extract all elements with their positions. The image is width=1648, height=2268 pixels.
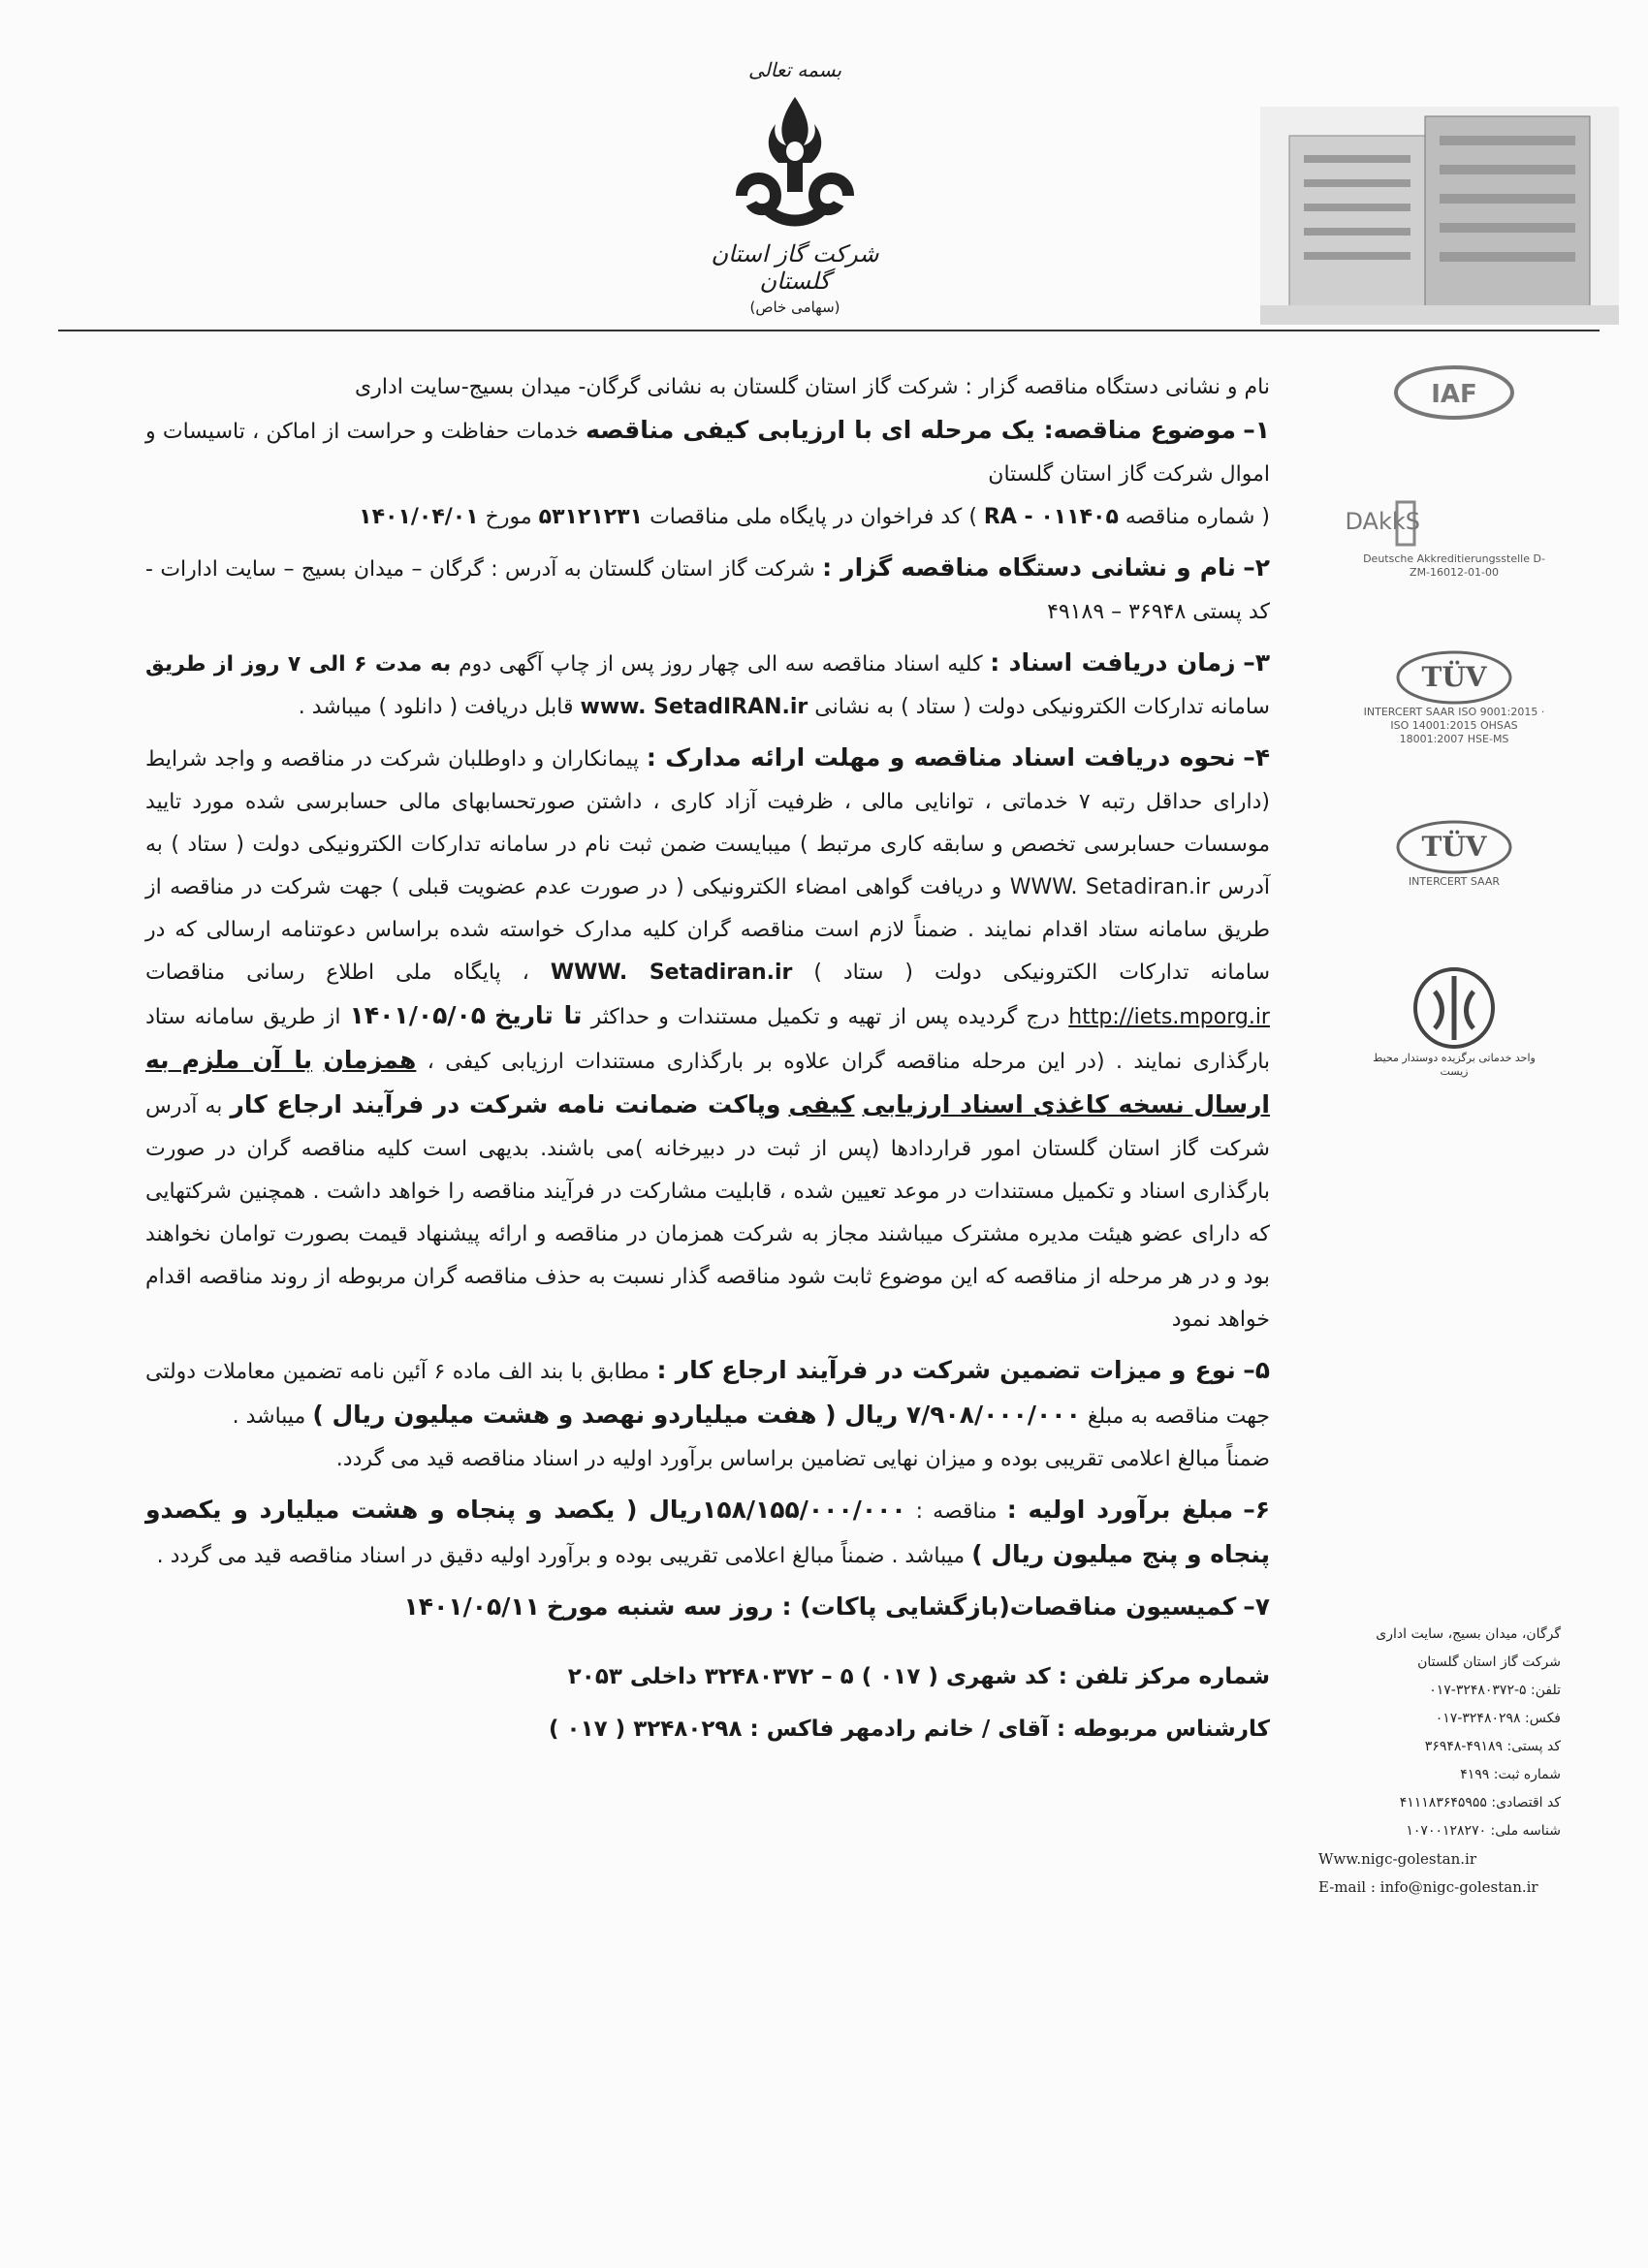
section-5-title: نوع و میزات تضمین شرکت در فرآیند ارجاع کار : (656, 1356, 1236, 1384)
contact-address-1: گرگان، میدان بسیج، سایت اداری (1376, 1626, 1561, 1642)
section-4-text-7: وپاکت ضمانت نامه شرکت در فرآیند ارجاع کار (230, 1090, 781, 1118)
section-4-text-8: به آدرس شرکت گاز استان گلستان امور قراردادها (پس از ثبت در دبیرخانه )می باشند. بدیهی است کلیه مناقصه گران در صورت بارگذاری اسناد و تکمیل مستندات در موعد تعیین شده ، قابلیت مشارکت در فرآیند مناقصه را خواهد داشت . همچنین شرکتهایی که دارای عضو هیئت مدیره مشترک میباشند مجاز به شرکت همزمان در مناقصه و ارائه پیشنهاد قیمت بصورت توامان نخواهند بود و در هر مرحله از مناقصه که این موضوع ثابت شود مناقصه گذار نسبت به حذف مناقصه گران مربوطه از روند مناقصه اقدام خواهد نمود (145, 1094, 1270, 1332)
environment-caption: واحد خدماتی برگزیده دوستدار محیط زیست (1373, 1052, 1536, 1078)
iaf-logo-icon (1391, 363, 1517, 422)
opening-date: ۱۴۰۱/۰۵/۱۱ (403, 1592, 540, 1621)
section-5-number: ۵– (1243, 1356, 1270, 1384)
setadiran-link-1[interactable]: WWW. Setadiran.ir (1009, 875, 1211, 899)
contact-postal: کد پستی: ۴۹۱۸۹-۳۶۹۴۸ (1424, 1739, 1561, 1754)
section-1-number: ۱– (1243, 416, 1270, 444)
section-6-number: ۶– (1243, 1496, 1270, 1524)
company-name: شرکت گاز استان گلستان (711, 240, 879, 295)
office-building-photo (1260, 107, 1619, 325)
iets-link[interactable]: http://iets.mporg.ir (1068, 1005, 1270, 1029)
contact-fax: فکس: ۳۲۴۸۰۲۹۸-۰۱۷ (1435, 1711, 1561, 1726)
contact-website[interactable]: Www.nigc-golestan.ir (1318, 1850, 1476, 1868)
section-4-text-2: و دریافت گواهی امضاء الکترونیکی ( در صورت عدم عضویت قبلی ) جهت شرکت در مناقصه از طریق سامانه ستاد اقدام نمایند . ضمناً لازم است مناقصه گران کلیه مدارک خواسته شده براساس دعوتنامه ارسالی که در سامانه تدارکات الکترونیکی دولت ( ستاد ) (145, 875, 1271, 985)
section-4-number: ۴– (1243, 743, 1271, 772)
section-3-text-d: قابل دریافت ( دانلود ) میباشد . (298, 695, 574, 719)
tuv-caption-2: INTERCERT SAAR (1408, 875, 1501, 888)
contact-national-id: شناسه ملی: ۱۰۷۰۰۱۲۸۲۷۰ (1406, 1823, 1561, 1839)
section-1-ref-label: ( شماره مناقصه (1125, 505, 1270, 529)
section-1 (145, 409, 1270, 496)
section-5-text-2: میباشد . (232, 1404, 306, 1429)
guarantee-amount: ۷/۹۰۸/۰۰۰/۰۰۰ ریال ( هفت میلیاردو نهصد و هشت میلیون ریال ) (312, 1401, 1081, 1429)
phone-line: شماره مرکز تلفن : کد شهری ( ۰۱۷ ) ۵ – ۳۲۴۸۰۳۷۲ داخلی ۲۰۵۳ (567, 1664, 1270, 1689)
section-4 (145, 737, 1270, 1341)
section-4-text-4: درج گردیده پس از تهیه و تکمیل مستندات و حداکثر (590, 1005, 1061, 1029)
section-3-text-a: کلیه اسناد مناقصه سه الی چهار روز پس از چاپ آگهی دوم (459, 652, 983, 677)
section-4-text-6: با آن ملزم به ارسال نسخه کاغذی اسناد ارزیابی (145, 1046, 1270, 1118)
setadiran-link-2[interactable]: WWW. Setadiran.ir (550, 961, 793, 985)
call-code: ۵۳۱۲۱۲۳۱ (538, 505, 644, 529)
tuv-cert-1 (1357, 649, 1551, 746)
section-1-text: خدمات حفاظت و حراست از اماکن ، تاسیسات و اموال شرکت گاز استان گلستان (145, 420, 1270, 487)
company-logo (698, 58, 892, 330)
section-5 (145, 1349, 1270, 1438)
section-4-text-3: ، پایگاه ملی اطلاع رسانی مناقصات (145, 961, 529, 985)
simultaneous-label: همزمان (323, 1046, 417, 1074)
tuv-logo-icon (1391, 649, 1517, 706)
call-date: ۱۴۰۱/۰۴/۰۱ (359, 505, 479, 529)
tuv-mark-2: TÜV (1421, 831, 1487, 863)
dakks-cert (1345, 494, 1551, 580)
environment-badge-icon (1406, 964, 1503, 1052)
section-3-duration: به مدت ۶ الی ۷ روز از طریق (145, 652, 452, 677)
intro-line: نام و نشانی دستگاه مناقصه گزار : شرکت گاز استان گلستان به نشانی گرگان- میدان بسیج-سایت اداری (355, 375, 1270, 399)
section-6-text-1: مناقصه : (915, 1499, 998, 1524)
section-1-ref-call-label: ) کد فراخوان در پایگاه ملی مناقصات (650, 505, 977, 529)
section-7 (145, 1586, 1270, 1630)
contact-email[interactable]: E-mail : info@nigc-golestan.ir (1318, 1878, 1538, 1896)
header-divider (58, 330, 1600, 331)
section-6-title: مبلغ برآورد اولیه : (1006, 1496, 1234, 1524)
section-1-date-label: مورخ (485, 505, 532, 529)
contact-block (1318, 1621, 1561, 1902)
dakks-mark: DAkkS (1345, 508, 1420, 535)
contact-address-2: شرکت گاز استان گلستان (1417, 1654, 1561, 1670)
dakks-logo-icon (1345, 494, 1517, 552)
tuv-logo-icon (1391, 819, 1517, 875)
section-3-title: زمان دریافت اسناد : (990, 648, 1236, 677)
tender-number: RA - ۰۱۱۴۰۵ (983, 505, 1119, 529)
deadline-date: ۱۴۰۱/۰۵/۰۵ (349, 1001, 486, 1029)
section-2 (145, 547, 1270, 634)
nigc-flame-logo-icon (722, 89, 868, 235)
contact-economic-code: کد اقتصادی: ۴۱۱۱۸۳۶۴۵۹۵۵ (1399, 1795, 1561, 1811)
section-7-title: کمیسیون مناقصات(بازگشایی پاکات) : روز سه شنبه مورخ (546, 1592, 1237, 1621)
section-1-reference (145, 496, 1270, 539)
iaf-mark: IAF (1431, 380, 1477, 409)
iaf-cert (1357, 363, 1551, 422)
quality-label: کیفی (788, 1090, 855, 1118)
environment-cert (1357, 964, 1551, 1079)
section-2-number: ۲– (1243, 553, 1271, 582)
tender-notice-body (145, 366, 1270, 1750)
section-4-text-1: پیمانکاران و داوطلبان شرکت در مناقصه و واجد شرایط (دارای حداقل رتبه ۷ خدماتی ، توانایی مالی ، ظرفیت آزاد کاری ، داشتن صورتحسابهای مالی حسابرسی شده مورد تایید موسسات حسابرسی تخصص و سابقه کاری مرتبط ) میبایست ضمن ثبت نام در سامانه تدارکات الکترونیکی دولت ( ستاد ) به آدرس (145, 747, 1271, 899)
section-2-title: نام و نشانی دستگاه مناقصه گزار : (822, 553, 1236, 582)
section-1-title: موضوع مناقصه: یک مرحله ای با ارزیابی کیفی مناقصه (586, 416, 1236, 444)
section-3-text-c: سامانه تدارکات الکترونیکی دولت ( ستاد ) به نشانی (814, 695, 1270, 719)
section-2-text: شرکت گاز استان گلستان به آدرس : گرگان – میدان بسیج – سایت ادارات - کد پستی ۳۶۹۴۸ – ۴۹۱۸۹ (145, 557, 1270, 624)
tuv-mark-1: TÜV (1421, 661, 1487, 693)
expert-line: کارشناس مربوطه : آقای / خانم رادمهر فاکس : ۳۲۴۸۰۲۹۸ ( ۰۱۷ ) (549, 1717, 1270, 1742)
section-5-text-1: مطابق با بند الف ماده ۶ آئین نامه تضمین معاملات دولتی جهت مناقصه به مبلغ (145, 1360, 1270, 1429)
contact-phone: تلفن: ۵-۳۲۴۸۰۳۷۲-۰۱۷ (1429, 1683, 1561, 1698)
dakks-caption: Deutsche Akkreditierungsstelle D-ZM-16012-01-00 (1363, 552, 1545, 579)
tuv-caption-1: INTERCERT SAAR ISO 9001:2015 · ISO 14001:2015 OHSAS 18001:2007 HSE-MS (1363, 706, 1545, 745)
section-4-title: نحوه دریافت اسناد مناقصه و مهلت ارائه مدارک : (646, 743, 1236, 772)
section-6-text-2: میباشد . ضمناً مبالغ اعلامی تقریبی بوده و برآورد اولیه دقیق در اسناد مناقصه قید می گردد . (156, 1544, 966, 1568)
basmala: بسمه تعالی (747, 58, 842, 81)
setad-site-link[interactable]: www. SetadIRAN.ir (580, 695, 808, 719)
section-3 (145, 642, 1270, 729)
estimate-amount: ۱۵۸/۱۵۵/۰۰۰/۰۰۰ریال ( یکصد و پنجاه و هشت میلیارد و یکصدو پنجاه و پنج میلیون ریال ) (145, 1496, 1270, 1568)
tuv-cert-2 (1357, 819, 1551, 889)
section-6 (145, 1489, 1270, 1578)
section-7-number: ۷– (1243, 1592, 1270, 1621)
contact-registration: شماره ثبت: ۴۱۹۹ (1460, 1767, 1561, 1782)
section-5-note: ضمناً مبالغ اعلامی تقریبی بوده و میزان نهایی تضامین براساس برآورد اولیه در اسناد مناقصه قید می گردد. (335, 1447, 1270, 1471)
company-type: (سهامی خاص) (749, 299, 840, 316)
section-3-number: ۳– (1243, 648, 1271, 677)
section-4-text-5: از طریق سامانه ستاد بارگذاری نمایند . (در این مرحله مناقصه گران علاوه بر بارگذاری مستندات ارزیابی کیفی ، (145, 1005, 1271, 1074)
deadline-label: تا تاریخ (494, 1001, 583, 1029)
